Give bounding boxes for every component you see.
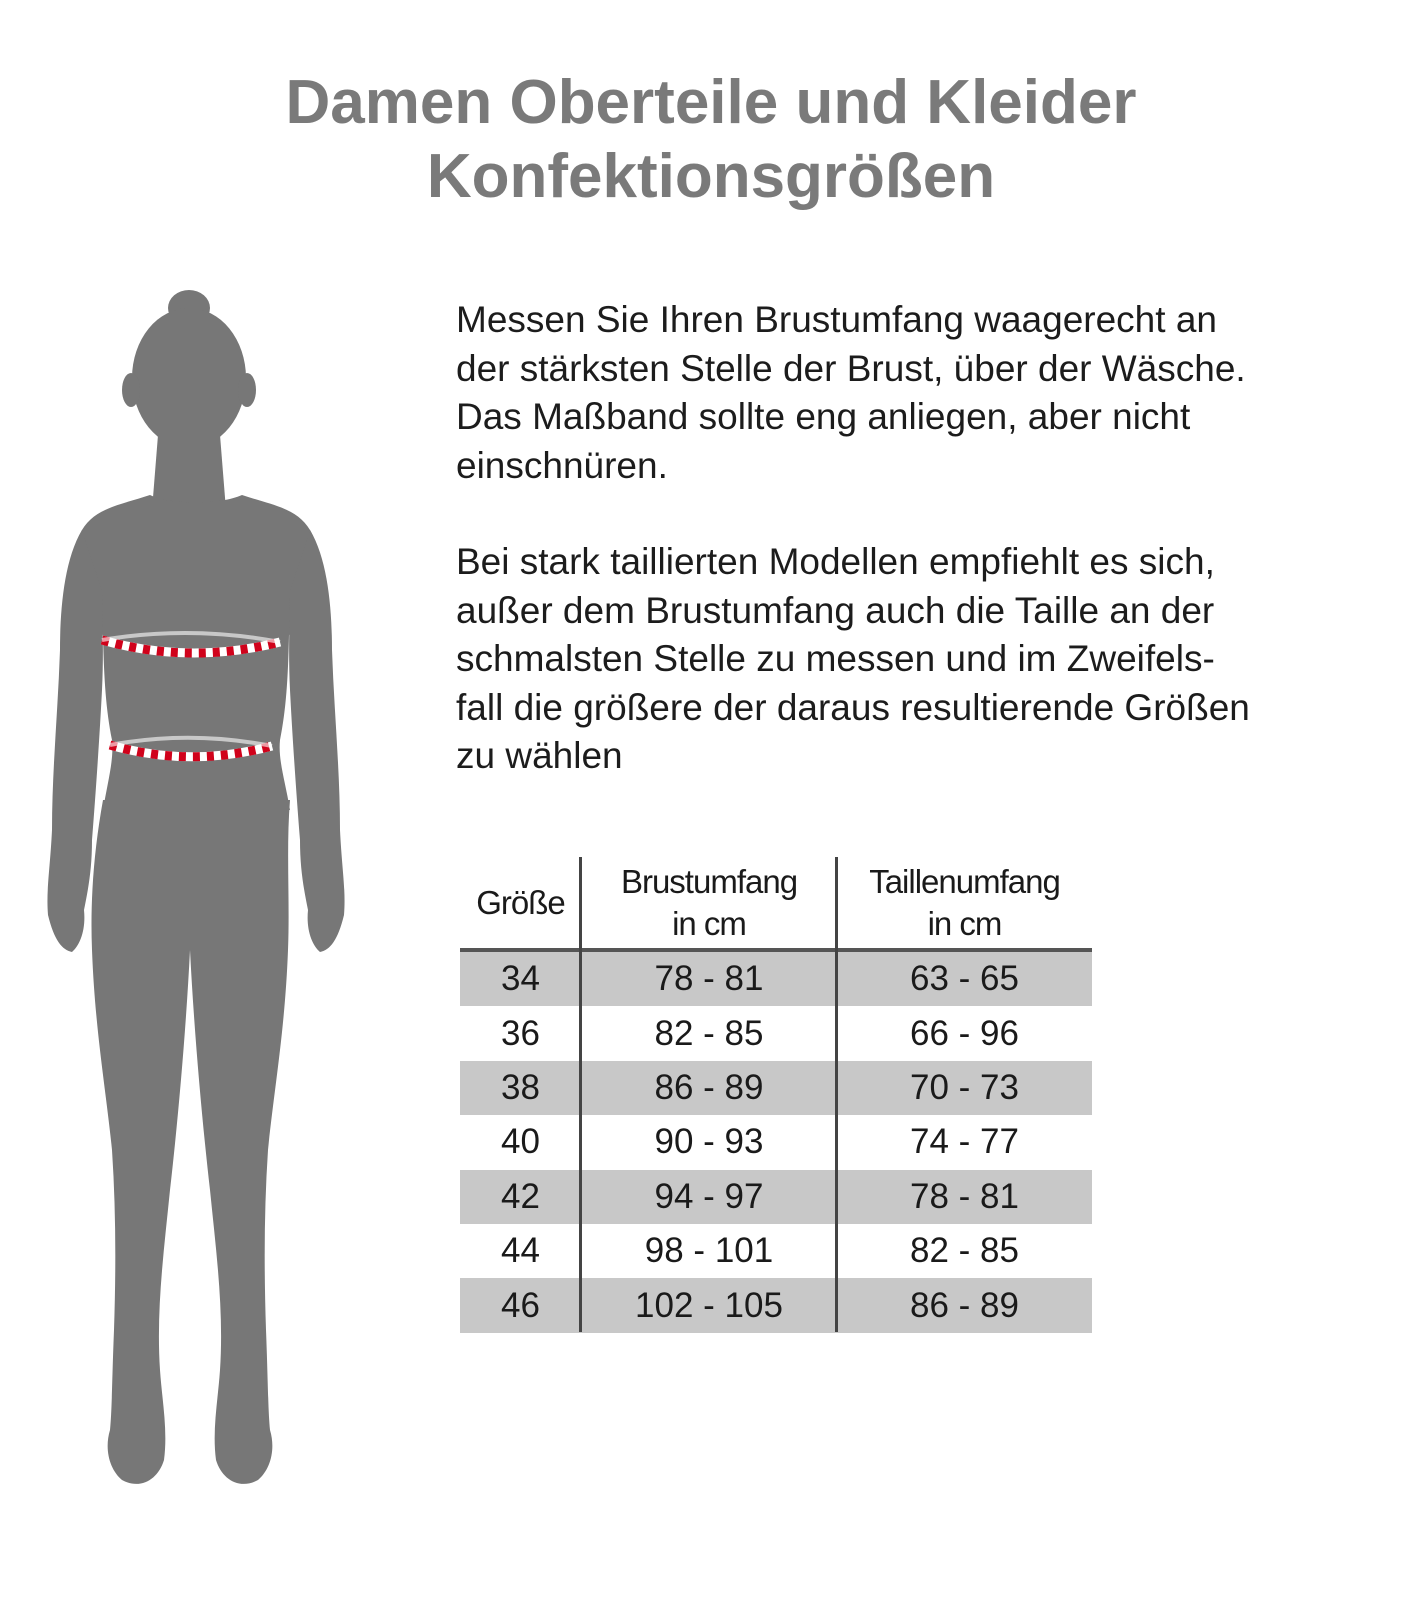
bust-cell: 82 - 85 bbox=[654, 1013, 764, 1053]
column-divider bbox=[579, 857, 582, 1332]
size-cell: 42 bbox=[501, 1176, 540, 1216]
table-row bbox=[460, 1115, 1092, 1169]
waist-cell: 78 - 81 bbox=[910, 1176, 1019, 1216]
size-cell: 38 bbox=[501, 1067, 540, 1107]
text-line: Bei stark taillierten Modellen empfiehlt es sich, bbox=[456, 541, 1215, 582]
size-cell: 44 bbox=[501, 1231, 540, 1271]
header-size bbox=[460, 857, 581, 948]
size-table bbox=[460, 857, 1092, 1333]
bust-cell: 90 - 93 bbox=[654, 1122, 764, 1162]
table-row bbox=[460, 1224, 1092, 1278]
text-line: der stärksten Stelle der Brust, über der Wäsche. bbox=[456, 347, 1246, 389]
measuring-instructions bbox=[456, 296, 1406, 781]
table-row bbox=[460, 1006, 1092, 1060]
waist-cell: 70 - 73 bbox=[910, 1067, 1019, 1107]
waist-cell: 74 - 77 bbox=[910, 1122, 1019, 1162]
text-line: zu wählen bbox=[456, 735, 623, 776]
table-body bbox=[460, 952, 1092, 1333]
size-cell: 36 bbox=[501, 1013, 540, 1053]
title-line-2: Konfektionsgrößen bbox=[426, 142, 996, 211]
waist-cell: 86 - 89 bbox=[910, 1285, 1019, 1325]
header-bust-unit: in cm bbox=[672, 904, 746, 942]
waist-cell: 82 - 85 bbox=[910, 1231, 1019, 1271]
size-cell: 46 bbox=[501, 1285, 540, 1325]
text-line: fall die größere der daraus resultierende Größen bbox=[456, 686, 1250, 728]
header-waist-unit: in cm bbox=[927, 904, 1002, 942]
title-line-1: Damen Oberteile und Kleider bbox=[285, 68, 1137, 137]
instruction-paragraph-1 bbox=[456, 296, 1406, 490]
header-waist-label: Taillenumfang bbox=[869, 862, 1060, 900]
bust-cell: 102 - 105 bbox=[635, 1285, 783, 1325]
size-cell: 40 bbox=[501, 1122, 540, 1162]
header-size-label: Größe bbox=[476, 883, 565, 921]
text-line: einschnüren. bbox=[456, 444, 668, 486]
table-header bbox=[460, 857, 1092, 952]
text-line: Das Maßband sollte eng anliegen, aber nicht bbox=[456, 396, 1191, 437]
text-line: Messen Sie Ihren Brustumfang waagerecht an bbox=[456, 299, 1217, 340]
waist-cell: 63 - 65 bbox=[910, 959, 1019, 999]
header-bust bbox=[581, 857, 837, 948]
table-row bbox=[460, 1170, 1092, 1224]
page-title bbox=[0, 66, 1422, 214]
size-cell: 34 bbox=[501, 959, 540, 999]
instruction-paragraph-2 bbox=[456, 538, 1406, 781]
text-line: schmalsten Stelle zu messen und im Zweifels- bbox=[456, 638, 1215, 679]
header-bust-label: Brustumfang bbox=[620, 862, 798, 900]
silhouette-shape bbox=[47, 290, 344, 1484]
table-row bbox=[460, 952, 1092, 1006]
bust-cell: 94 - 97 bbox=[654, 1176, 764, 1216]
bust-cell: 86 - 89 bbox=[654, 1067, 764, 1107]
table-row bbox=[460, 1278, 1092, 1332]
table-row bbox=[460, 1061, 1092, 1115]
bust-cell: 78 - 81 bbox=[654, 959, 764, 999]
header-waist bbox=[837, 857, 1092, 948]
body-silhouette-figure bbox=[40, 290, 360, 1510]
waist-cell: 66 - 96 bbox=[910, 1013, 1019, 1053]
column-divider bbox=[835, 857, 838, 1332]
text-line: außer dem Brustumfang auch die Taille an der bbox=[456, 589, 1215, 631]
bust-cell: 98 - 101 bbox=[644, 1231, 774, 1271]
